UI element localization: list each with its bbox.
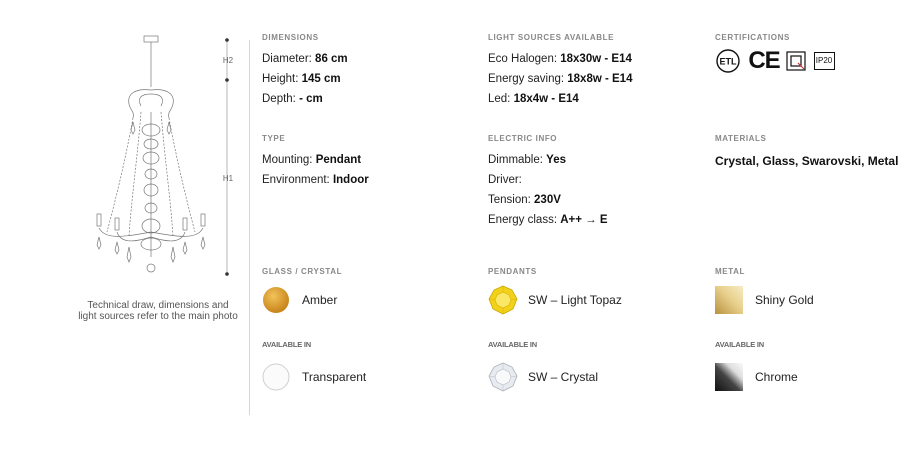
tension-value: 230V xyxy=(534,194,561,206)
depth-line: Depth: - cm xyxy=(262,93,323,105)
environment-value: Indoor xyxy=(332,174,369,186)
diameter-line: Diameter: 86 cm xyxy=(262,53,348,65)
depth-value: - cm xyxy=(299,93,323,105)
energy-class-line: Energy class: A++ → E xyxy=(488,214,608,226)
light-topaz-swatch[interactable] xyxy=(488,285,516,313)
materials-title: MATERIALS xyxy=(715,134,767,143)
chrome-swatch[interactable] xyxy=(715,363,743,391)
height-value: 145 cm xyxy=(301,73,341,85)
pendants-available-title: AVAILABLE IN xyxy=(488,340,537,349)
glass-available-title: AVAILABLE IN xyxy=(262,340,311,349)
light-topaz-label: SW – Light Topaz xyxy=(528,293,622,307)
pendants-title: PENDANTS xyxy=(488,267,537,276)
drawing-caption: Technical draw, dimensions and light sources refer to the main photo xyxy=(78,300,238,322)
svg-text:ETL: ETL xyxy=(719,56,737,67)
light-sources-title: LIGHT SOURCES AVAILABLE xyxy=(488,33,615,42)
h1-label: H1 xyxy=(222,174,234,183)
amber-label: Amber xyxy=(302,293,338,307)
mounting-line: Mounting: Pendant xyxy=(262,154,362,166)
materials-value: Crystal, Glass, Swarovski, Metal xyxy=(715,154,899,168)
led-line: Led: 18x4w - E14 xyxy=(488,93,579,105)
eco-halogen-line: Eco Halogen: 18x30w - E14 xyxy=(488,53,632,65)
dimensions-title: DIMENSIONS xyxy=(262,33,319,42)
eco-halogen-value: 18x30w - E14 xyxy=(560,53,632,65)
dimmable-line: Dimmable: Yes xyxy=(488,154,566,166)
energy-saving-line: Energy saving: 18x8w - E14 xyxy=(488,73,633,85)
etl-listed-icon xyxy=(714,48,742,74)
height-line: Height: 145 cm xyxy=(262,73,341,85)
tension-line: Tension: 230V xyxy=(488,194,561,206)
shiny-gold-label: Shiny Gold xyxy=(755,293,814,307)
technical-drawing-panel xyxy=(0,0,250,449)
dimmable-value: Yes xyxy=(546,154,566,166)
ce-mark-icon: CE xyxy=(748,47,780,74)
type-title: TYPE xyxy=(262,134,286,143)
ip20-icon: IP20 xyxy=(813,48,835,74)
metal-title: METAL xyxy=(715,267,745,276)
environment-line: Environment: Indoor xyxy=(262,174,369,186)
crystal-swatch[interactable] xyxy=(488,362,516,390)
chrome-label: Chrome xyxy=(755,370,798,384)
energy-class-value: A++ → E xyxy=(560,214,608,226)
mounting-value: Pendant xyxy=(315,154,362,166)
h2-label: H2 xyxy=(222,56,234,65)
amber-swatch[interactable] xyxy=(262,286,290,314)
chandelier-drawing xyxy=(85,32,245,282)
certifications-title: CERTIFICATIONS xyxy=(715,33,790,42)
led-value: 18x4w - E14 xyxy=(513,93,579,105)
driver-line: Driver: xyxy=(488,174,522,186)
crystal-label: SW – Crystal xyxy=(528,370,599,384)
metal-available-title: AVAILABLE IN xyxy=(715,340,764,349)
transparent-swatch[interactable] xyxy=(262,363,290,391)
energy-saving-value: 18x8w - E14 xyxy=(567,73,633,85)
electric-info-title: ELECTRIC INFO xyxy=(488,134,558,143)
divider xyxy=(249,40,250,415)
shiny-gold-swatch[interactable] xyxy=(715,286,743,314)
glass-crystal-title: GLASS / CRYSTAL xyxy=(262,267,343,276)
transparent-label: Transparent xyxy=(302,370,367,384)
class-2-insulation-icon xyxy=(785,48,807,74)
diameter-value: 86 cm xyxy=(315,53,348,65)
